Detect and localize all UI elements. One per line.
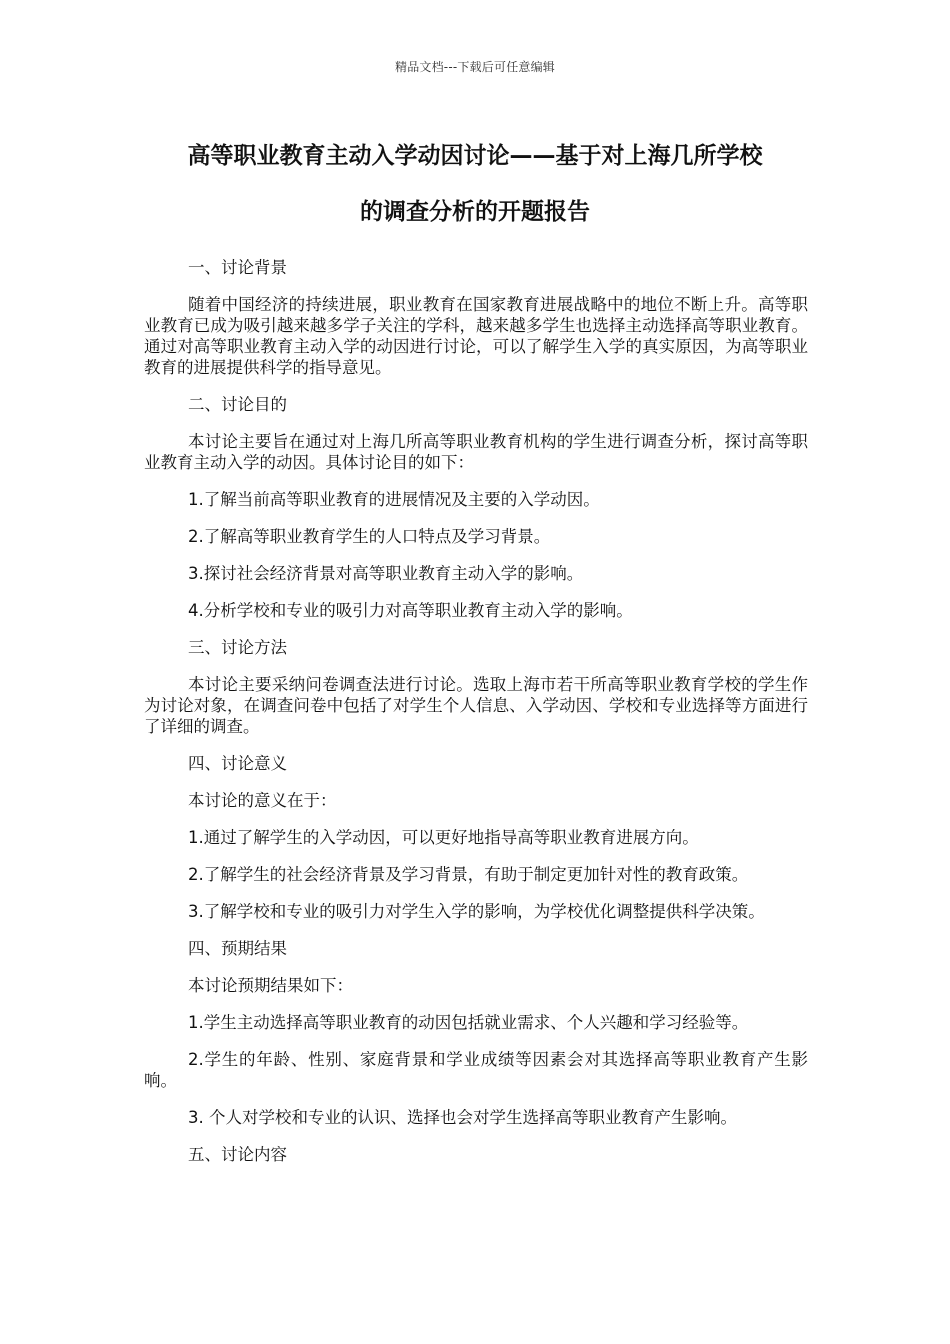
section-heading-expected-results: 四、预期结果	[188, 939, 287, 958]
purpose-paragraph: 本讨论主要旨在通过对上海几所高等职业教育机构的学生进行调查分析，探讨高等职业教育主动入学的动因。具体讨论目的如下：	[144, 432, 808, 472]
significance-item: 3.了解学校和专业的吸引力对学生入学的影响，为学校优化调整提供科学决策。	[188, 902, 765, 921]
document-title	[140, 128, 810, 240]
purpose-item: 1.了解当前高等职业教育的进展情况及主要的入学动因。	[188, 490, 600, 509]
significance-item: 1.通过了解学生的入学动因，可以更好地指导高等职业教育进展方向。	[188, 828, 699, 847]
significance-paragraph: 本讨论的意义在于：	[188, 791, 337, 810]
background-paragraph: 随着中国经济的持续进展，职业教育在国家教育进展战略中的地位不断上升。高等职业教育已成为吸引越来越多学子关注的学科，越来越多学生也选择主动选择高等职业教育。通过对高等职业教育主动入学的动因进行讨论，可以了解学生入学的真实原因，为高等职业教育的进展提供科学的指导意见。	[144, 295, 808, 377]
section-heading-purpose: 二、讨论目的	[188, 395, 287, 414]
document-body	[144, 257, 808, 1181]
section-heading-significance: 四、讨论意义	[188, 754, 287, 773]
purpose-item: 3.探讨社会经济背景对高等职业教育主动入学的影响。	[188, 564, 584, 583]
section-heading-method: 三、讨论方法	[188, 638, 287, 657]
section-heading-content: 五、讨论内容	[188, 1145, 287, 1164]
expected-results-item: 1.学生主动选择高等职业教育的动因包括就业需求、个人兴趣和学习经验等。	[188, 1013, 749, 1032]
section-heading-background: 一、讨论背景	[188, 258, 287, 277]
title-line-2: 的调查分析的开题报告	[360, 199, 590, 225]
title-line-1: 高等职业教育主动入学动因讨论——基于对上海几所学校	[187, 143, 763, 169]
method-paragraph: 本讨论主要采纳问卷调查法进行讨论。选取上海市若干所高等职业教育学校的学生作为讨论对象，在调查问卷中包括了对学生个人信息、入学动因、学校和专业选择等方面进行了详细的调查。	[144, 675, 808, 736]
expected-results-item: 2.学生的年龄、性别、家庭背景和学业成绩等因素会对其选择高等职业教育产生影响。	[144, 1050, 808, 1090]
header-note: 精品文档---下载后可任意编辑	[395, 60, 555, 74]
significance-item: 2.了解学生的社会经济背景及学习背景，有助于制定更加针对性的教育政策。	[188, 865, 749, 884]
purpose-item: 2.了解高等职业教育学生的人口特点及学习背景。	[188, 527, 551, 546]
purpose-item: 4.分析学校和专业的吸引力对高等职业教育主动入学的影响。	[188, 601, 633, 620]
expected-results-item: 3. 个人对学校和专业的认识、选择也会对学生选择高等职业教育产生影响。	[188, 1108, 737, 1127]
expected-results-paragraph: 本讨论预期结果如下：	[188, 976, 353, 995]
